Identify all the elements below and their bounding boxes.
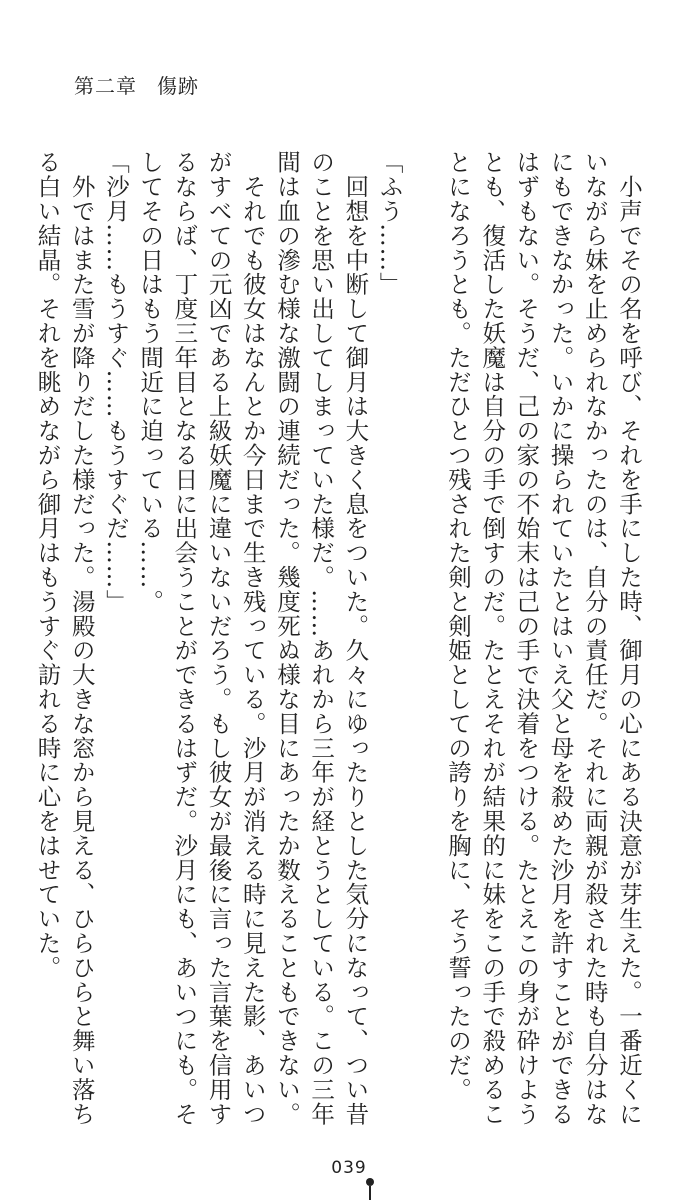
- text-column: 間は血の滲む様な激闘の連続だった。幾度死ぬ様な目にあったか数えることもできない。: [272, 150, 301, 1126]
- text-column: がすべての元凶である上級妖魔に違いないだろう。もし彼女が最後に言った言葉を信用す: [204, 150, 233, 1126]
- blank-column: [407, 150, 441, 1050]
- chapter-title: 傷跡: [157, 74, 199, 98]
- text-column: いながら妹を止められなかったのは、自分の責任だ。それに両親が殺された時も自分はな: [580, 150, 609, 1126]
- text-column: 回想を中断して御月は大きく息をついた。久々にゆったりとした気分になって、つい昔: [341, 150, 370, 1126]
- vertical-body-text: [30, 150, 646, 1126]
- text-column: とも、復活した妖魔は自分の手で倒すのだ。たとえそれが結果的に妹をこの手で殺めるこ: [478, 150, 507, 1126]
- page-marker-line: [369, 1186, 371, 1200]
- chapter-number: 第二章: [74, 74, 137, 98]
- text-column: してその日はもう間近に迫っている……。: [136, 150, 165, 614]
- text-column: それでも彼女はなんとか今日まで生き残っている。沙月が消える時に見えた影、あいつ: [238, 150, 267, 1126]
- text-column: 「ふう……」: [375, 150, 404, 297]
- page-marker-dot: [366, 1178, 374, 1186]
- text-column: にもできなかった。いかに操られていたとはいえ父と母を殺めた沙月を許すことができる: [546, 150, 575, 1126]
- text-column: る白い結晶。それを眺めながら御月はもうすぐ訪れる時に心をはせていた。: [33, 150, 62, 980]
- page-number: 039: [331, 1158, 367, 1178]
- text-column: 外ではまた雪が降りだした様だった。湯殿の大きな窓から見える、ひらひらと舞い落ち: [67, 150, 96, 1126]
- text-column: のことを思い出してしまっていた様だ。……あれから三年が経とうとしている。この三年: [307, 150, 336, 1126]
- text-column: 「沙月……もうすぐ……もうすぐだ……」: [101, 150, 130, 614]
- text-column: 小声でその名を呼び、それを手にした時、御月の心にある決意が芽生えた。一番近くに: [615, 150, 643, 1126]
- text-column: はずもない。そうだ、己の家の不始末は己の手で決着をつける。たとえこの身が砕けよう: [512, 150, 541, 1126]
- text-column: とになろうとも。ただひとつ残された剣と剣姫としての誇りを胸に、そう誓ったのだ。: [443, 150, 472, 1102]
- chapter-header: [74, 74, 199, 98]
- text-column: るならば、丁度三年目となる日に出会うことができるはずだ。沙月にも、あいつにも。そ: [170, 150, 199, 1126]
